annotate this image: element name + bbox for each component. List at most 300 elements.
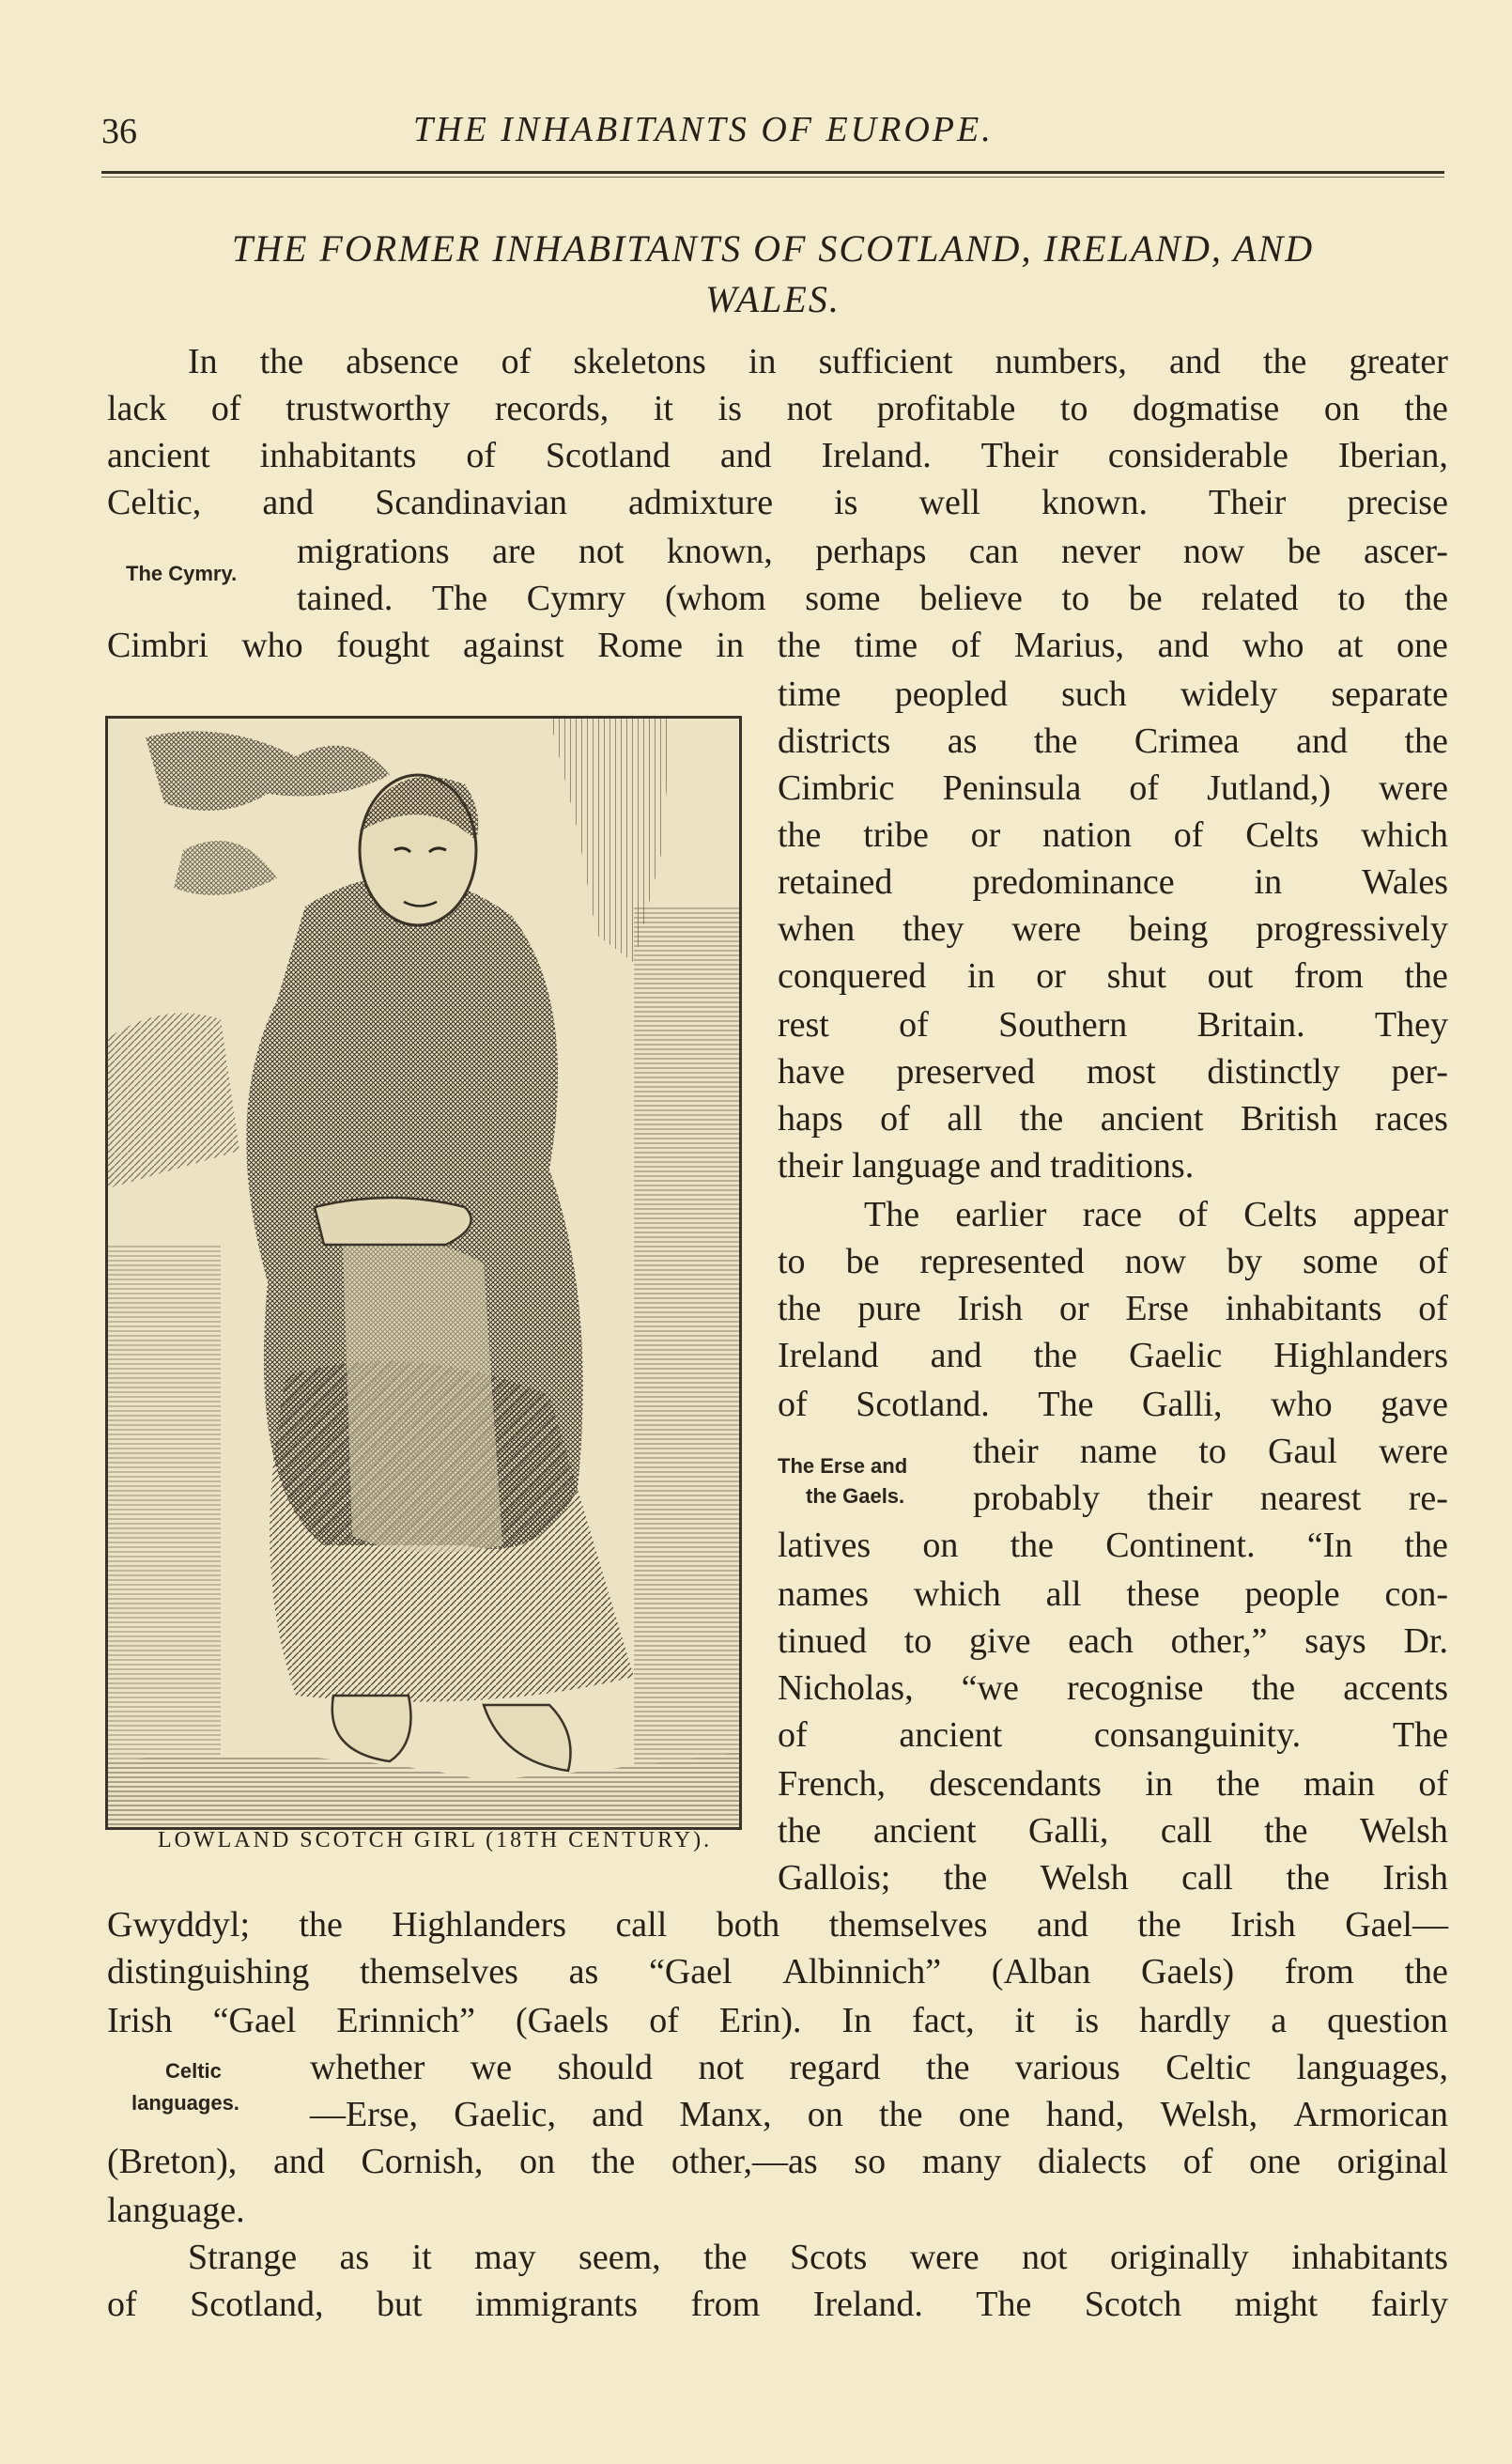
header-rule-thin bbox=[101, 177, 1444, 178]
word: of bbox=[778, 1715, 808, 1755]
word: time bbox=[778, 674, 841, 714]
word: The bbox=[864, 1195, 920, 1234]
text-line bbox=[310, 2044, 1448, 2091]
word: Celts bbox=[1245, 815, 1319, 855]
text-line bbox=[778, 812, 1448, 859]
word: or bbox=[1036, 956, 1066, 996]
text-line bbox=[778, 1618, 1448, 1665]
word: Peninsula bbox=[942, 768, 1082, 808]
word: of bbox=[1173, 815, 1204, 855]
word: by bbox=[1227, 1242, 1263, 1281]
word: Highlanders bbox=[392, 1905, 567, 1945]
word: Ireland bbox=[778, 1336, 879, 1375]
text-line: language. bbox=[107, 2191, 245, 2230]
word: of bbox=[899, 1005, 929, 1045]
word: tribe bbox=[863, 815, 929, 855]
word: The bbox=[976, 2285, 1032, 2324]
word: In bbox=[841, 2001, 872, 2040]
word: Irish bbox=[957, 1289, 1024, 1328]
word: as bbox=[947, 721, 978, 761]
side-note-cymry: The Cymry. bbox=[126, 562, 238, 585]
word: race bbox=[1082, 1195, 1142, 1234]
side-note-celtic-2: languages. bbox=[131, 2091, 239, 2115]
word: themselves bbox=[360, 1952, 518, 1991]
word: Galli, bbox=[1027, 1811, 1109, 1851]
word: be bbox=[845, 1242, 880, 1281]
word: ancient bbox=[872, 1811, 977, 1851]
word: the bbox=[1137, 1905, 1181, 1945]
word: other,” bbox=[1170, 1621, 1268, 1661]
word: (whom bbox=[664, 579, 766, 618]
text-line bbox=[778, 1001, 1448, 1048]
word: re- bbox=[1408, 1479, 1448, 1518]
word: and bbox=[719, 436, 772, 475]
text-line bbox=[297, 575, 1448, 622]
word: time bbox=[854, 626, 918, 665]
text-line bbox=[778, 765, 1448, 812]
word: should bbox=[557, 2048, 653, 2087]
word: haps bbox=[778, 1099, 843, 1139]
word: from bbox=[1284, 1952, 1354, 1991]
word: the bbox=[1033, 1336, 1078, 1375]
word: Albinnich” bbox=[782, 1952, 942, 1991]
word: not bbox=[786, 389, 833, 428]
word: when bbox=[778, 909, 856, 949]
word: Gaul bbox=[1268, 1432, 1337, 1471]
word: inhabitants bbox=[1225, 1289, 1382, 1328]
word: believe bbox=[919, 579, 1023, 618]
text-line bbox=[107, 2138, 1448, 2185]
word: The bbox=[1038, 1385, 1094, 1424]
word: people bbox=[1244, 1574, 1340, 1614]
word: Celtic, bbox=[107, 483, 202, 522]
word: British bbox=[1240, 1099, 1338, 1139]
word: Nicholas, bbox=[778, 1668, 914, 1708]
word: the bbox=[943, 1858, 988, 1898]
word: Highlanders bbox=[1273, 1336, 1448, 1375]
word: the bbox=[1404, 389, 1448, 428]
side-note-celtic-1: Celtic bbox=[165, 2059, 222, 2083]
word: In bbox=[188, 342, 218, 381]
word: to bbox=[778, 1242, 806, 1281]
word: to bbox=[1337, 579, 1365, 618]
text-line bbox=[778, 859, 1448, 906]
word: ancient bbox=[107, 436, 210, 475]
word: be bbox=[1128, 579, 1163, 618]
text-line bbox=[778, 1760, 1448, 1807]
word: in bbox=[748, 342, 777, 381]
word: or bbox=[970, 815, 1001, 855]
word: are bbox=[491, 532, 536, 571]
word: precise bbox=[1347, 483, 1448, 522]
word: districts bbox=[778, 721, 891, 761]
word: admixture bbox=[628, 483, 774, 522]
text-line bbox=[778, 1712, 1448, 1759]
word: from bbox=[1293, 956, 1364, 996]
text-line bbox=[107, 385, 1448, 432]
word: Celts bbox=[1243, 1195, 1318, 1234]
word: inhabitants bbox=[1291, 2238, 1448, 2277]
word: the bbox=[778, 1289, 822, 1328]
word: as bbox=[339, 2238, 370, 2277]
text-line bbox=[107, 432, 1448, 479]
word: Erinnich” bbox=[336, 2001, 476, 2040]
word: trustworthy bbox=[285, 389, 451, 428]
word: and bbox=[1168, 342, 1221, 381]
text-line bbox=[778, 1048, 1448, 1095]
word: Scotland, bbox=[190, 2285, 324, 2324]
word: Scots bbox=[789, 2238, 868, 2277]
word: various bbox=[1014, 2048, 1120, 2087]
word: the bbox=[1264, 1811, 1308, 1851]
word: Irish bbox=[1230, 1905, 1296, 1945]
word: fact, bbox=[912, 2001, 975, 2040]
word: on bbox=[807, 2095, 843, 2134]
text-line bbox=[778, 671, 1448, 718]
word: perhaps bbox=[815, 532, 927, 571]
word: of bbox=[1418, 1289, 1448, 1328]
word: conquered bbox=[778, 956, 927, 996]
word: which bbox=[913, 1574, 1001, 1614]
word: be bbox=[1287, 532, 1321, 571]
word: Iberian, bbox=[1337, 436, 1448, 475]
word: the bbox=[1019, 1099, 1064, 1139]
word: Erin). bbox=[718, 2001, 802, 2040]
word: Irish bbox=[107, 2001, 173, 2040]
word: ascer- bbox=[1364, 532, 1448, 571]
word: were bbox=[1379, 768, 1448, 808]
word: peopled bbox=[894, 674, 1008, 714]
word: “Gael bbox=[212, 2001, 297, 2040]
word: it bbox=[411, 2238, 432, 2277]
text-line: their language and traditions. bbox=[778, 1146, 1195, 1186]
word: distinguishing bbox=[107, 1952, 310, 1991]
word: appear bbox=[1352, 1195, 1448, 1234]
word: numbers, bbox=[995, 342, 1127, 381]
word: nearest bbox=[1259, 1479, 1362, 1518]
word: main bbox=[1304, 1764, 1375, 1804]
word: themselves bbox=[828, 1905, 988, 1945]
word: of bbox=[466, 436, 496, 475]
word: never bbox=[1061, 532, 1141, 571]
word: pure bbox=[857, 1289, 921, 1328]
word: Gael— bbox=[1345, 1905, 1448, 1945]
word: Southern bbox=[998, 1005, 1128, 1045]
word: skeletons bbox=[573, 342, 706, 381]
word: out bbox=[1207, 956, 1254, 996]
word: Marius, bbox=[1013, 626, 1125, 665]
figure-caption: LOWLAND SCOTCH GIRL (18TH CENTURY). bbox=[158, 1828, 713, 1852]
word: separate bbox=[1331, 674, 1448, 714]
word: who bbox=[1242, 626, 1304, 665]
word: most bbox=[1086, 1052, 1156, 1092]
word: it bbox=[653, 389, 673, 428]
word: Gaelic bbox=[1129, 1336, 1223, 1375]
word: the bbox=[1404, 1952, 1448, 1991]
word: these bbox=[1126, 1574, 1200, 1614]
word: is bbox=[717, 389, 742, 428]
word: says bbox=[1304, 1621, 1366, 1661]
word: dialects bbox=[1037, 2142, 1148, 2181]
word: and bbox=[1157, 626, 1210, 665]
word: can bbox=[968, 532, 1019, 571]
word: Jutland,) bbox=[1207, 768, 1332, 808]
word: the bbox=[778, 815, 822, 855]
word: related bbox=[1201, 579, 1299, 618]
text-line bbox=[778, 1285, 1448, 1332]
word: of bbox=[880, 1099, 910, 1139]
word: well bbox=[918, 483, 980, 522]
word: of bbox=[1418, 1242, 1448, 1281]
word: records, bbox=[494, 389, 609, 428]
word: and bbox=[1036, 1905, 1088, 1945]
word: the bbox=[1404, 956, 1448, 996]
word: Ireland. bbox=[821, 436, 932, 475]
word: hand, bbox=[1045, 2095, 1125, 2134]
word: migrations bbox=[297, 532, 450, 571]
word: names bbox=[778, 1574, 870, 1614]
word: to bbox=[1061, 579, 1090, 618]
word: of bbox=[1418, 1764, 1448, 1804]
word: Rome bbox=[597, 626, 683, 665]
word: now bbox=[1182, 532, 1245, 571]
word: Ireland. bbox=[812, 2285, 923, 2324]
word: Cimbric bbox=[778, 768, 895, 808]
text-line bbox=[778, 906, 1448, 953]
word: represented bbox=[919, 1242, 1085, 1281]
word: Gaelic, bbox=[454, 2095, 556, 2134]
word: in bbox=[1254, 862, 1283, 902]
word: ancient bbox=[899, 1715, 1003, 1755]
word: seem, bbox=[579, 2238, 661, 2277]
text-line bbox=[107, 1948, 1448, 1995]
word: they bbox=[903, 909, 964, 949]
word: is bbox=[1074, 2001, 1100, 2040]
word: or bbox=[1058, 1289, 1089, 1328]
word: con- bbox=[1384, 1574, 1448, 1614]
word: Continent. bbox=[1105, 1526, 1256, 1565]
word: the bbox=[1404, 579, 1448, 618]
word: who bbox=[241, 626, 303, 665]
word: languages, bbox=[1296, 2048, 1448, 2087]
word: as bbox=[568, 1952, 599, 1991]
word: one bbox=[1396, 626, 1448, 665]
text-line bbox=[778, 953, 1448, 1000]
word: Crimea bbox=[1134, 721, 1240, 761]
word: in bbox=[1145, 1764, 1173, 1804]
text-line bbox=[778, 1332, 1448, 1379]
word: Celtic bbox=[1165, 2048, 1252, 2087]
word: so bbox=[854, 2142, 887, 2181]
text-line bbox=[778, 718, 1448, 765]
word: Welsh, bbox=[1160, 2095, 1258, 2134]
word: the bbox=[299, 1905, 343, 1945]
engraving-illustration bbox=[105, 716, 742, 1830]
word: all bbox=[1045, 1574, 1082, 1614]
word: the bbox=[1404, 1526, 1448, 1565]
text-line bbox=[310, 2091, 1448, 2138]
word: preserved bbox=[896, 1052, 1036, 1092]
word: greater bbox=[1349, 342, 1448, 381]
word: sufficient bbox=[818, 342, 953, 381]
word: question bbox=[1327, 2001, 1448, 2040]
word: French, bbox=[778, 1764, 887, 1804]
text-line bbox=[778, 1854, 1448, 1901]
word: The bbox=[1392, 1715, 1448, 1755]
word: of bbox=[1182, 2142, 1213, 2181]
word: give bbox=[969, 1621, 1031, 1661]
word: Armorican bbox=[1293, 2095, 1448, 2134]
word: now bbox=[1124, 1242, 1187, 1281]
word: gave bbox=[1381, 1385, 1448, 1424]
word: were bbox=[909, 2238, 980, 2277]
running-head: THE INHABITANTS OF EUROPE. bbox=[413, 110, 994, 149]
word: —Erse, bbox=[310, 2095, 419, 2134]
word: absence bbox=[346, 342, 459, 381]
word: tained. bbox=[297, 579, 393, 618]
text-line bbox=[778, 1665, 1448, 1712]
word: might bbox=[1234, 2285, 1319, 2324]
word: against bbox=[463, 626, 564, 665]
word: original bbox=[1336, 2142, 1448, 2181]
word: were bbox=[1011, 909, 1082, 949]
word: originally bbox=[1110, 2238, 1249, 2277]
word: each bbox=[1068, 1621, 1134, 1661]
word: and bbox=[930, 1336, 982, 1375]
word: many bbox=[921, 2142, 1002, 2181]
word: have bbox=[778, 1052, 845, 1092]
word: name bbox=[1079, 1432, 1158, 1471]
page-number: 36 bbox=[101, 112, 137, 151]
word: in bbox=[966, 956, 995, 996]
word: earlier bbox=[955, 1195, 1047, 1234]
word: the bbox=[1033, 721, 1078, 761]
word: predominance bbox=[972, 862, 1175, 902]
word: Welsh bbox=[1040, 1858, 1129, 1898]
word: Welsh bbox=[1359, 1811, 1448, 1851]
word: is bbox=[834, 483, 858, 522]
word: nation bbox=[1042, 815, 1133, 855]
word: Galli, bbox=[1142, 1385, 1223, 1424]
word: of bbox=[210, 389, 241, 428]
text-line bbox=[778, 1522, 1448, 1569]
word: not bbox=[698, 2048, 745, 2087]
text-line bbox=[107, 2281, 1448, 2328]
header-rule bbox=[101, 171, 1444, 174]
word: known, bbox=[666, 532, 773, 571]
word: such bbox=[1061, 674, 1127, 714]
word: The bbox=[432, 579, 488, 618]
word: the bbox=[777, 626, 822, 665]
word: and bbox=[1296, 721, 1349, 761]
word: regard bbox=[789, 2048, 881, 2087]
word: were bbox=[1379, 1432, 1448, 1471]
word: the bbox=[1286, 1858, 1330, 1898]
word: retained bbox=[778, 862, 893, 902]
word: their bbox=[1147, 1479, 1213, 1518]
word: one bbox=[958, 2095, 1011, 2134]
word: Britain. bbox=[1196, 1005, 1305, 1045]
word: “Gael bbox=[648, 1952, 733, 1991]
word: Their bbox=[980, 436, 1058, 475]
text-line bbox=[973, 1475, 1448, 1522]
word: to bbox=[1059, 389, 1088, 428]
word: call bbox=[1181, 1858, 1233, 1898]
word: Cimbri bbox=[107, 626, 208, 665]
word: not bbox=[1022, 2238, 1068, 2277]
text-line bbox=[778, 1381, 1448, 1428]
word: of bbox=[649, 2001, 679, 2040]
text-line bbox=[864, 1191, 1448, 1238]
word: immigrants bbox=[474, 2285, 639, 2324]
word: recognise bbox=[1066, 1668, 1204, 1708]
word: on bbox=[519, 2142, 556, 2181]
word: their bbox=[973, 1432, 1039, 1471]
word: descendants bbox=[929, 1764, 1102, 1804]
word: known. bbox=[1041, 483, 1148, 522]
word: distinctly bbox=[1207, 1052, 1340, 1092]
word: of bbox=[1178, 1195, 1208, 1234]
word: we bbox=[470, 2048, 513, 2087]
word: considerable bbox=[1107, 436, 1288, 475]
text-line bbox=[778, 1807, 1448, 1854]
word: per- bbox=[1391, 1052, 1448, 1092]
word: and bbox=[272, 2142, 325, 2181]
word: on bbox=[922, 1526, 959, 1565]
word: the bbox=[259, 342, 304, 381]
word: accents bbox=[1343, 1668, 1448, 1708]
text-line bbox=[188, 2234, 1448, 2281]
word: of bbox=[107, 2285, 137, 2324]
lowland-girl-engraving bbox=[108, 719, 739, 1827]
word: fairly bbox=[1370, 2285, 1448, 2324]
text-line bbox=[107, 622, 1448, 669]
section-title-line-2: WALES. bbox=[705, 278, 841, 320]
word: Gwyddyl; bbox=[107, 1905, 250, 1945]
section-title-line-1: THE FORMER INHABITANTS OF SCOTLAND, IRELAND, AND bbox=[231, 227, 1315, 270]
word: a bbox=[1271, 2001, 1288, 2040]
word: the bbox=[926, 2048, 970, 2087]
side-note-erse-1: The Erse and bbox=[778, 1454, 908, 1478]
text-line bbox=[778, 1095, 1448, 1142]
word: the bbox=[778, 1811, 822, 1851]
word: Scandinavian bbox=[375, 483, 567, 522]
word: may bbox=[474, 2238, 536, 2277]
word: Erse bbox=[1125, 1289, 1189, 1328]
word: Scotland bbox=[545, 436, 671, 475]
word: Their bbox=[1209, 483, 1287, 522]
word: Scotch bbox=[1084, 2285, 1182, 2324]
text-line bbox=[188, 338, 1448, 385]
word: some bbox=[1303, 1242, 1379, 1281]
word: probably bbox=[973, 1479, 1101, 1518]
text-line bbox=[107, 479, 1448, 526]
word: They bbox=[1374, 1005, 1448, 1045]
word: it bbox=[1014, 2001, 1035, 2040]
word: Manx, bbox=[679, 2095, 772, 2134]
word: lack bbox=[107, 389, 167, 428]
word: “In bbox=[1306, 1526, 1353, 1565]
word: consanguinity. bbox=[1093, 1715, 1302, 1755]
word: on bbox=[1323, 389, 1360, 428]
word: and bbox=[592, 2095, 644, 2134]
word: races bbox=[1374, 1099, 1448, 1139]
word: to bbox=[903, 1621, 933, 1661]
word: inhabitants bbox=[259, 436, 417, 475]
word: some bbox=[805, 579, 881, 618]
word: in bbox=[716, 626, 745, 665]
word: call bbox=[1160, 1811, 1212, 1851]
